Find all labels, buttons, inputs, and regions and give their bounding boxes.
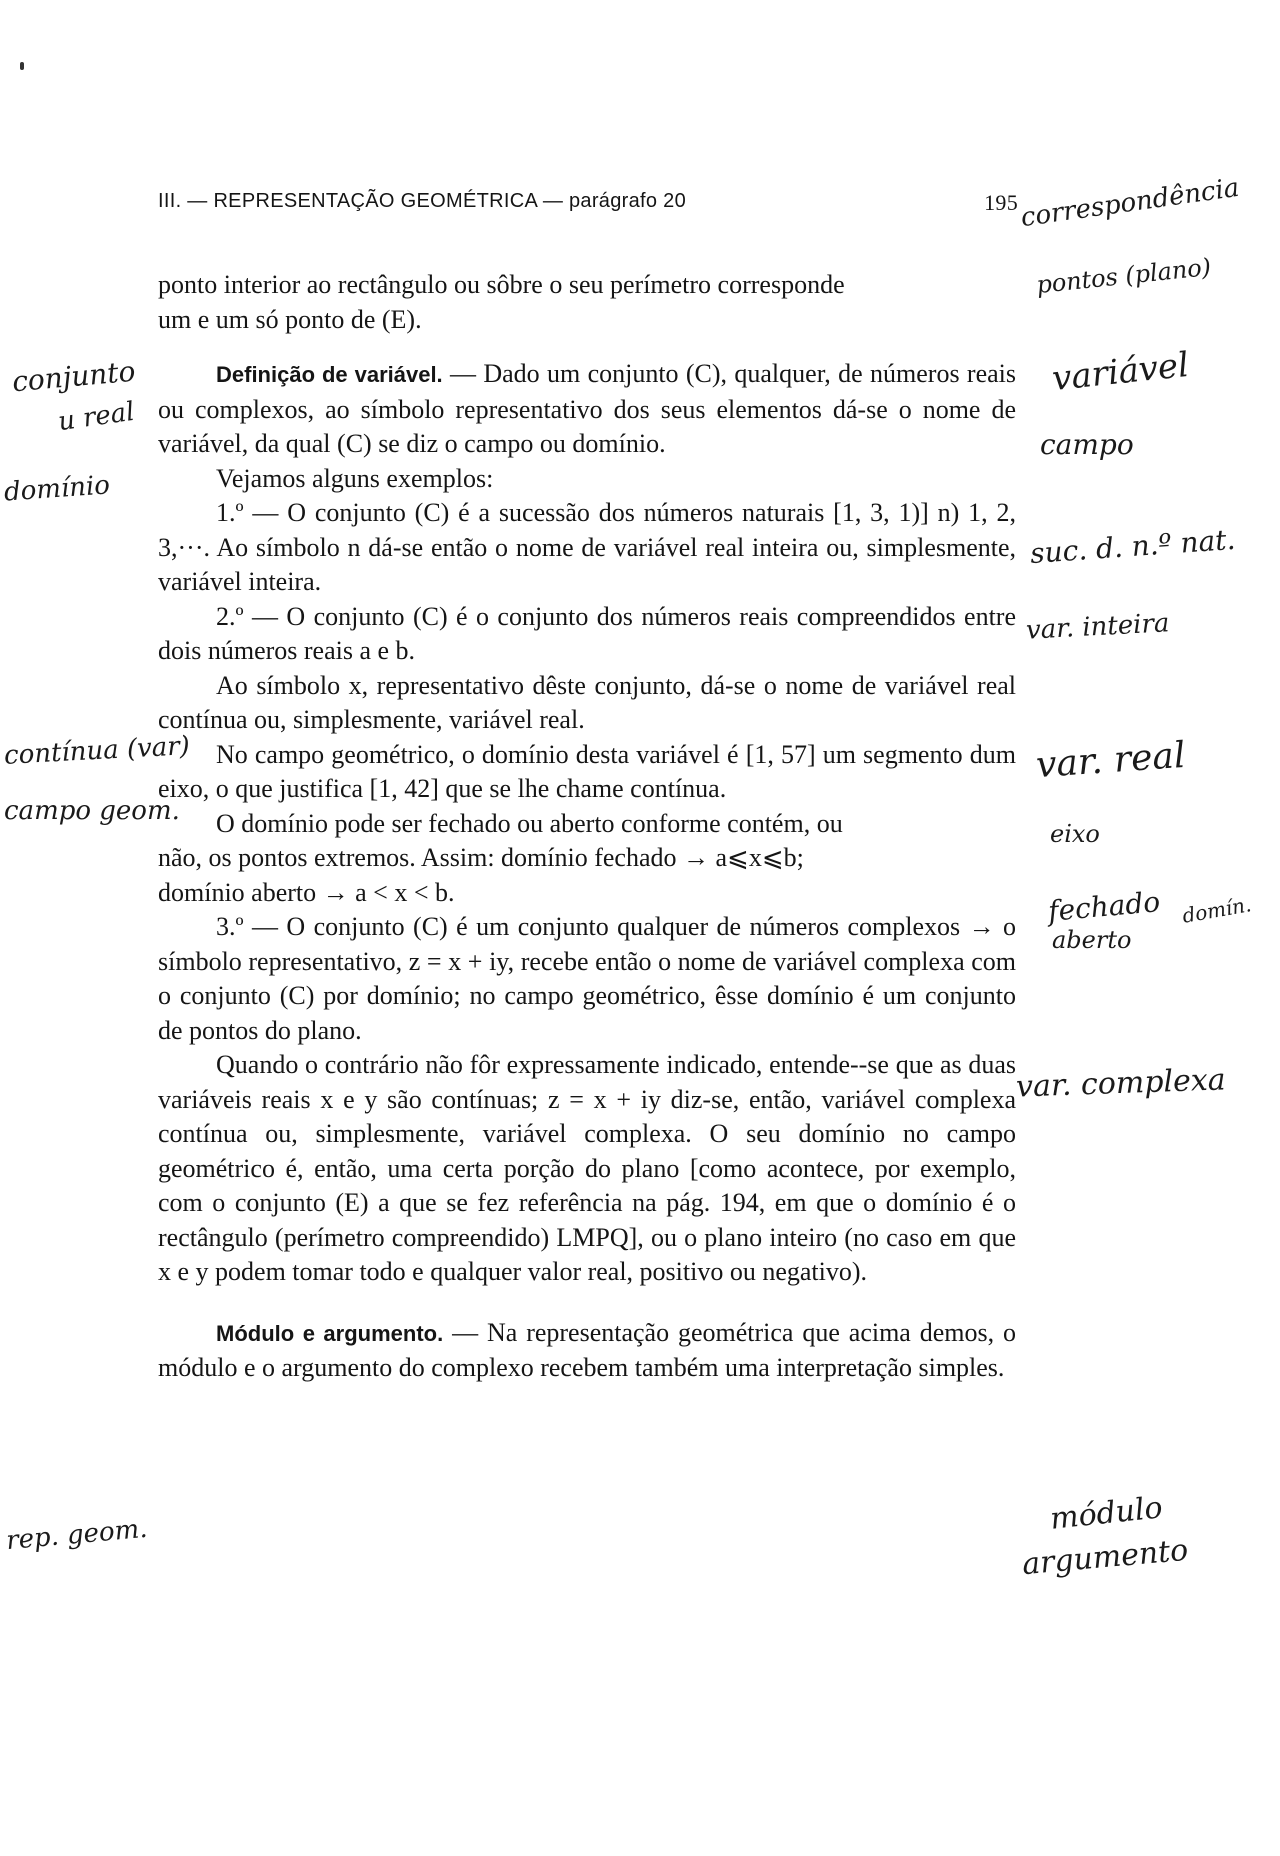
note-rep-geom: rep. geom. xyxy=(4,1513,149,1557)
quando-paragraph: Quando o contrário não fôr expressamente indicado, entende--se que as duas variáveis reais x e y são contínuas; z = x + iy diz-se, então, variável complexa contínua ou, simplesmente, variável complexa. O seu domínio no campo geométrico é, então, uma certa porção do plano [como acontece, por exemplo, com o conjunto (E) a que se fez referência na pág. 194, em que o domínio é o rectângulo (perímetro compreendido) LMPQ], ou o plano inteiro (no caso em que x e y podem tomar todo e qualquer valor real, positivo ou negativo). xyxy=(158,1050,1016,1286)
note-variavel: variável xyxy=(1050,344,1191,400)
definition-heading: Definição de variável. xyxy=(216,362,443,387)
example-2-geometry: No campo geométrico, o domínio desta variável é [1, 57] um segmento dum eixo, o que justifica [1, 42] que se lhe chame contínua. xyxy=(158,739,1016,803)
definition-paragraph xyxy=(158,357,1016,462)
note-pontos-plano: pontos (plano) xyxy=(1035,252,1213,300)
domain-line3: domínio aberto → a < x < b. xyxy=(158,877,455,907)
ink-speck xyxy=(20,62,24,70)
modulo-text: — Na representação geométrica que acima demos, o módulo e o argumento do complexo recebem também uma interpretação simples. xyxy=(158,1317,1016,1382)
example-3: 3.º — O conjunto (C) é um conjunto qualquer de números complexos → o símbolo representativo, z = x + iy, recebe então o nome de variável complexa com o conjunto (C) por domínio; no campo geométrico, êsse domínio é um conjunto de pontos do plano. xyxy=(158,912,1016,1045)
note-var-inteira: var. inteira xyxy=(1025,608,1171,646)
modulo-heading: Módulo e argumento. xyxy=(216,1320,444,1346)
note-var-complexa: var. complexa xyxy=(1015,1062,1227,1105)
example-2: 2.º — O conjunto (C) é o conjunto dos números reais compreendidos entre dois números reais a e b. xyxy=(158,601,1016,665)
domain-line2: não, os pontos extremos. Assim: domínio fechado → a⩽x⩽b; xyxy=(158,843,804,872)
example-1: 1.º — O conjunto (C) é a sucessão dos números naturais [1, 3, 1)] n) 1, 2, 3,···. Ao símbolo n dá-se então o nome de variável real inteira ou, simplesmente, variável inteira. xyxy=(158,498,1016,596)
running-header xyxy=(158,190,1018,213)
note-conjunto: conjunto xyxy=(10,354,137,399)
note-continua: contínua (var) xyxy=(3,731,191,771)
example-2-continuation: Ao símbolo x, representativo dêste conjunto, dá-se o nome de variável real contínua ou, simplesmente, variável real. xyxy=(158,670,1016,734)
note-var-real: var. real xyxy=(1034,734,1187,787)
page-number: 195 xyxy=(984,190,1018,215)
paragraph-continuation-line1: ponto interior ao rectângulo ou sôbre o seu perímetro corresponde xyxy=(158,270,845,299)
domain-line1: O domínio pode ser fechado ou aberto conforme contém, ou xyxy=(216,808,843,838)
note-campo: campo xyxy=(1040,428,1134,461)
note-eixo: eixo xyxy=(1050,820,1100,848)
note-u-real: u real xyxy=(56,396,137,438)
note-sucessao: suc. d. n.º nat. xyxy=(1029,522,1237,571)
definition-text: — Dado um conjunto (C), qualquer, de números reais ou complexos, ao símbolo representativo dos seus elementos dá-se o nome de variável, da qual (C) se diz o campo ou domínio. xyxy=(158,359,1016,458)
note-dominio-right: domín. xyxy=(1180,892,1254,928)
note-correspondencia: correspondência xyxy=(1018,172,1242,234)
running-title: III. — REPRESENTAÇÃO GEOMÉTRICA — parágrafo 20 xyxy=(158,190,687,212)
note-modulo: módulo xyxy=(1048,1490,1165,1537)
modulo-paragraph xyxy=(158,1316,1016,1386)
note-fechado: fechado xyxy=(1046,885,1162,928)
note-argumento: argumento xyxy=(1020,1532,1190,1583)
note-aberto: aberto xyxy=(1052,926,1132,954)
paragraph-continuation-line2: um e um só ponto de (E). xyxy=(158,304,422,334)
note-dominio-left: domínio xyxy=(3,470,111,508)
examples-intro: Vejamos alguns exemplos: xyxy=(216,463,494,493)
note-campo-geom: campo geom. xyxy=(4,796,180,826)
body-text xyxy=(158,268,1016,1386)
